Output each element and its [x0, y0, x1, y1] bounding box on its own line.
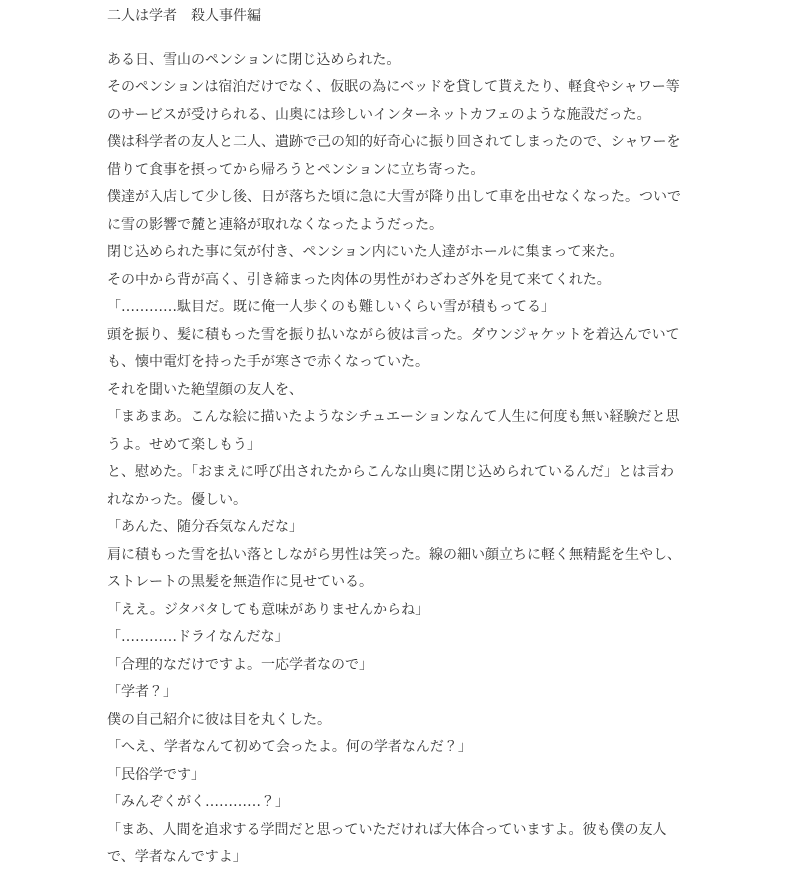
- story-paragraph: その中から背が高く、引き締まった肉体の男性がわざわざ外を見て来てくれた。: [107, 271, 611, 288]
- story-paragraph: 「…………駄目だ。既に俺一人歩くのも難しいくらい雪が積もってる」: [107, 299, 555, 315]
- story-paragraph: 閉じ込められた事に気が付き、ペンション内にいた人達がホールに集まって来た。: [107, 244, 624, 260]
- story-paragraph: 「民俗学です」: [107, 766, 205, 783]
- story-paragraph: そのペンションは宿泊だけでなく、仮眠の為にベッドを貸して貰えたり、軽食やシャワー等のサービスが受けられる、山奥には珍しいインターネットカフェのような施設だった。: [107, 79, 680, 123]
- story-title: 二人は学者 殺人事件編: [107, 8, 261, 24]
- story-paragraph: 「みんぞくがく…………？」: [107, 794, 289, 810]
- story-paragraph: 僕の自己紹介に彼は目を丸くした。: [107, 711, 331, 728]
- story-paragraph: 「…………ドライなんだな」: [107, 629, 289, 645]
- story-paragraph: 頭を振り、髪に積もった雪を振り払いながら彼は言った。ダウンジャケットを着込んでいても、懐中電灯を持った手が寒さで赤くなっていた。: [107, 326, 680, 370]
- story-paragraph: 僕達が入店して少し後、日が落ちた頃に急に大雪が降り出して車を出せなくなった。ついでに雪の影響で麓と連絡が取れなくなったようだった。: [107, 189, 681, 233]
- story-paragraph: と、慰めた。「おまえに呼び出されたからこんな山奥に閉じ込められているんだ」とは言われなかった。優しい。: [107, 464, 674, 508]
- story-paragraph: 「まあまあ。こんな絵に描いたようなシチュエーションなんて人生に何度も無い経験だと思うよ。せめて楽しもう」: [107, 409, 680, 453]
- story-paragraph: 「学者？」: [107, 684, 177, 700]
- story-paragraph: ある日、雪山のペンションに閉じ込められた。: [107, 51, 401, 68]
- story-paragraph: 肩に積もった雪を払い落としながら男性は笑った。線の細い顔立ちに軽く無精髭を生やし、ストレートの黒髪を無造作に見せている。: [107, 546, 681, 590]
- story-paragraph: それを聞いた絶望顔の友人を、: [107, 381, 303, 398]
- story-paragraph: 「ええ。ジタバタしても意味がありませんからね」: [107, 601, 430, 618]
- story-paragraph: 僕は科学者の友人と二人、遺跡で己の知的好奇心に振り回されてしまったので、シャワーを借りて食事を摂ってから帰ろうとペンションに立ち寄った。: [107, 134, 681, 178]
- story-body: [107, 47, 685, 872]
- story-paragraph: 「あんた、随分呑気なんだな」: [107, 519, 303, 535]
- story-paragraph: 「まあ、人間を追求する学問だと思っていただければ大体合っていますよ。彼も僕の友人で、学者なんですよ」: [107, 821, 667, 865]
- story-paragraph: 「合理的なだけですよ。一応学者なので」: [107, 656, 373, 673]
- story-paragraph: 「へえ、学者なんて初めて会ったよ。何の学者なんだ？」: [107, 739, 472, 755]
